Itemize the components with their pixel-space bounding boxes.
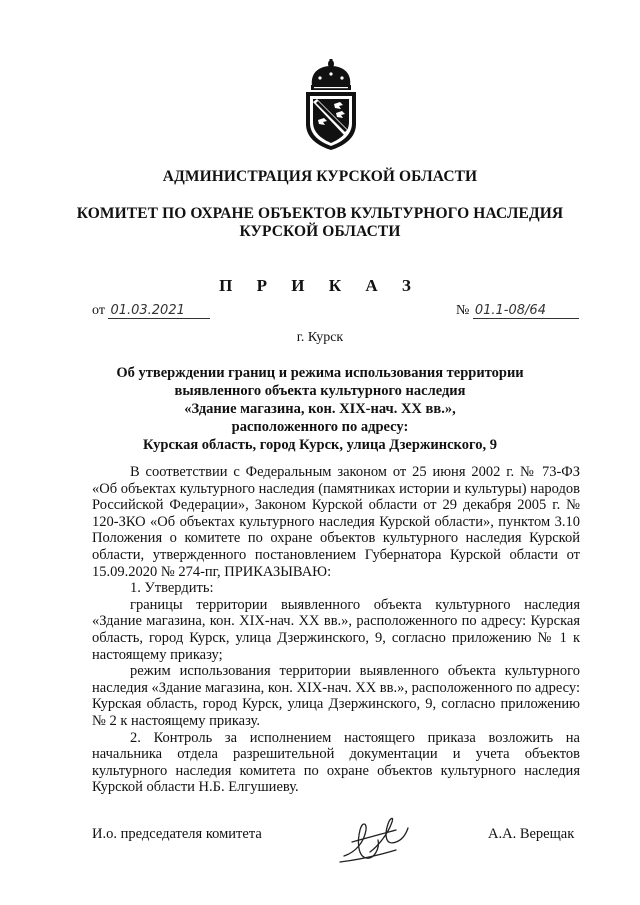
order-date — [92, 303, 210, 319]
body-paragraph: 1. Утвердить: — [130, 580, 214, 597]
order-title: П Р И К А З — [219, 276, 421, 295]
coat-of-arms-icon — [300, 58, 362, 152]
number-value: 01.1-08/64 — [473, 304, 579, 319]
signature-icon — [336, 812, 414, 866]
order-number — [456, 303, 579, 319]
body-paragraph: В соответствии с Федеральным законом от 25 июня 2002 г. № 73-ФЗ «Об объектах культурного наследия (памятниках истории и культуры) народов Российской Федерации», Законом Курской области от 29 декабря 2005 г. № 120-ЗКО «Об объектах культурного наследия Курской области», пунктом 3.10 Положения о комитете по охране объектов культурного наследия Курской области, утвержденного постановлением Губернатора Курской области от 15.09.2020 № 274-пг, ПРИКАЗЫВАЮ: — [92, 464, 580, 580]
committee-heading-line1: КОМИТЕТ ПО ОХРАНЕ ОБЪЕКТОВ КУЛЬТУРНОГО НАСЛЕДИЯ — [76, 205, 564, 222]
date-value: 01.03.2021 — [108, 304, 210, 319]
committee-heading-line2: КУРСКОЙ ОБЛАСТИ — [239, 223, 401, 240]
administration-heading: АДМИНИСТРАЦИЯ КУРСКОЙ ОБЛАСТИ — [162, 168, 478, 185]
subject-line: «Здание магазина, кон. XIX-нач. XX вв.», — [184, 401, 456, 417]
body-paragraph: границы территории выявленного объекта культурного наследия «Здание магазина, кон. XIX-нач. XX вв.», расположенного по адресу: Курская область, город Курск, улица Дзержинского, 9, согласно приложению № 1 к настоящему приказу; — [92, 596, 580, 663]
body-paragraph: режим использования территории выявленного объекта культурного наследия «Здание магазина, кон. XIX-нач. XX вв.», расположенного по адресу: Курская область, город Курск, улица Дзержинского, 9, согласно приложению № 2 к настоящему приказу. — [92, 663, 581, 729]
body-paragraph: 2. Контроль за исполнением настоящего приказа возложить на начальника отдела разрешительной документации и учета объектов культурного наследия комитета по охране объектов культурного наследия Курской области Н.Б. Елгушиеву. — [92, 729, 580, 796]
order-subject — [60, 364, 580, 454]
subject-line: Об утверждении границ и режима использования территории — [116, 365, 524, 381]
subject-line: расположенного по адресу: — [231, 419, 409, 435]
date-prefix: от — [92, 303, 105, 318]
signatory-position: И.о. председателя комитета — [92, 826, 262, 842]
subject-line: выявленного объекта культурного наследия — [174, 383, 466, 399]
signatory-name: А.А. Верещак — [488, 826, 575, 842]
order-body — [92, 464, 580, 796]
subject-line: Курская область, город Курск, улица Дзержинского, 9 — [143, 437, 497, 453]
city: г. Курск — [296, 330, 344, 345]
number-prefix: № — [456, 303, 470, 318]
